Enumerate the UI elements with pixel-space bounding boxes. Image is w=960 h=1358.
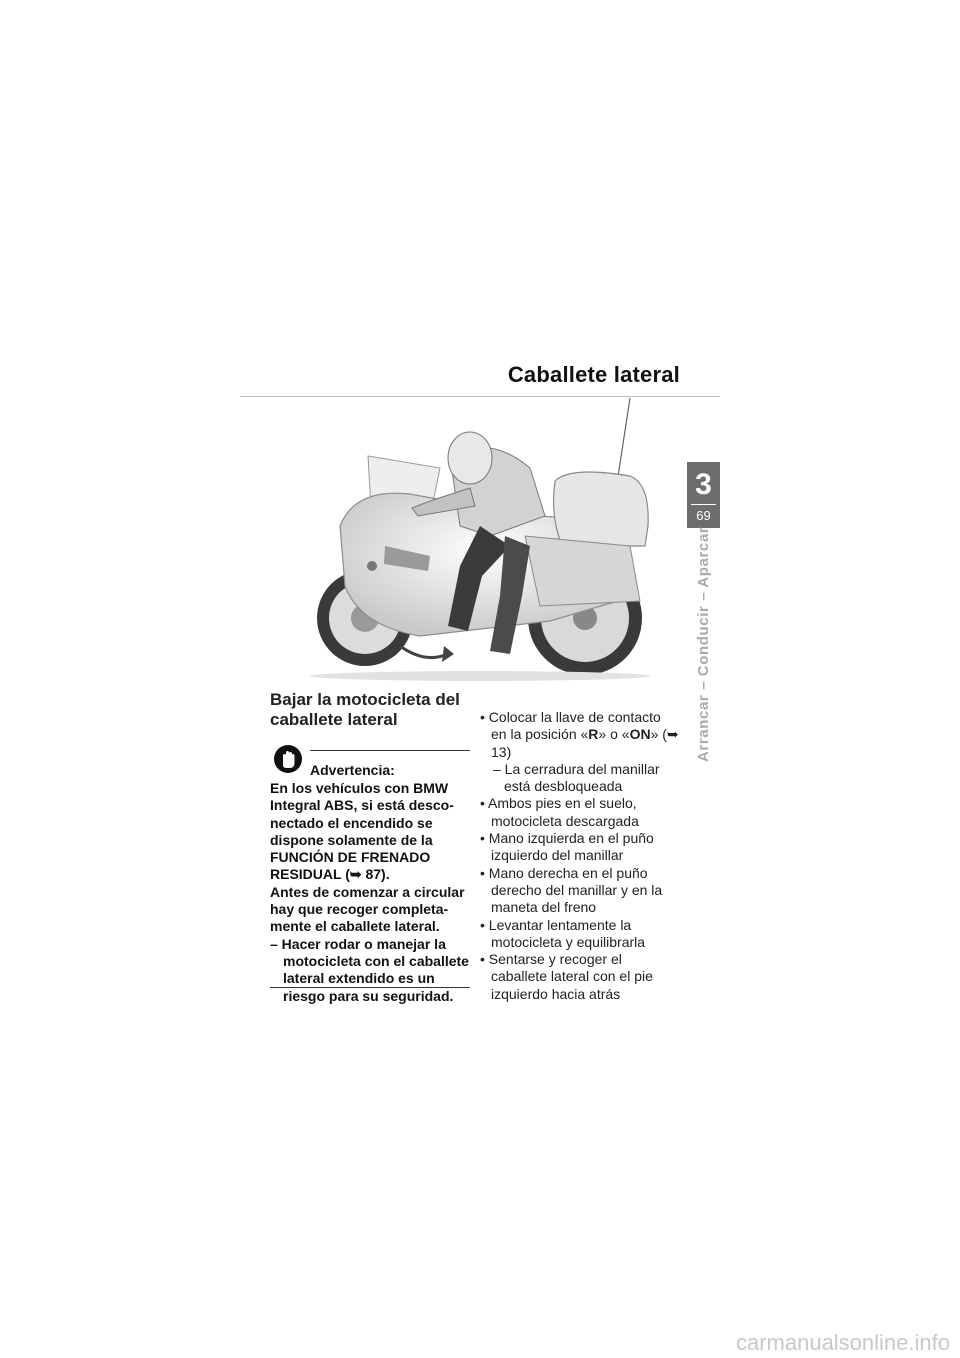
steps-list [480, 709, 680, 1003]
chapter-tab [687, 462, 720, 528]
warning-label: Advertencia: [310, 762, 395, 778]
step-1-key-on: ON [629, 726, 651, 743]
step-1-key-r: R [588, 726, 599, 743]
list-item [480, 709, 680, 761]
chapter-side-label: Arrancar – Conducir – Aparcar [695, 526, 712, 762]
list-item: • Levantar lentamente la motocicleta y equilibrarla [480, 916, 646, 950]
section-title-line2: caballete lateral [270, 710, 398, 729]
list-subitem: – La cerradura del manillar está desbloqueada [493, 760, 660, 795]
list-item: • Sentarse y recoger el caballete lateral con el pie izquierdo hacia atrás [480, 951, 653, 1002]
chapter-divider [691, 504, 716, 505]
list-item: • Mano izquierda en el puño izquierdo del manillar [480, 830, 654, 864]
warning-bottom-rule [270, 987, 470, 988]
page-title: Caballete lateral [507, 362, 680, 387]
step-1-ref: » (➥ 13) [491, 726, 679, 760]
warning-top-rule [310, 750, 470, 751]
warning-hand-icon [273, 744, 303, 774]
list-item: • Ambos pies en el suelo, motocicleta descargada [480, 795, 639, 829]
warning-paragraph-3: – Hacer rodar o manejar la motocicleta con el caballete lateral extendido es un riesgo para su seguridad. [270, 935, 469, 1004]
watermark: carmanualsonline.info [735, 1330, 950, 1355]
page-number: 69 [696, 508, 711, 523]
list-item: • Mano derecha en el puño derecho del manillar y en la maneta del freno [480, 864, 663, 916]
step-1-text: • Colocar la llave de contacto en la posición « [480, 709, 661, 743]
section-title-line1: Bajar la motocicleta del [270, 690, 460, 709]
motorcycle-illustration [300, 396, 680, 686]
chapter-number: 3 [695, 468, 712, 501]
warning-body [270, 780, 475, 1005]
step-1-mid: » o « [598, 726, 630, 743]
section-title [270, 690, 480, 730]
warning-paragraph-2: Antes de comenzar a circular hay que recoger completa-mente el caballete lateral. [270, 883, 465, 935]
warning-paragraph-1: En los vehículos con BMW Integral ABS, si está desco-nectado el encendido se dispone solamente de la FUNCIÓN DE FRENADO RESIDUAL (➥ 87). [270, 780, 454, 883]
